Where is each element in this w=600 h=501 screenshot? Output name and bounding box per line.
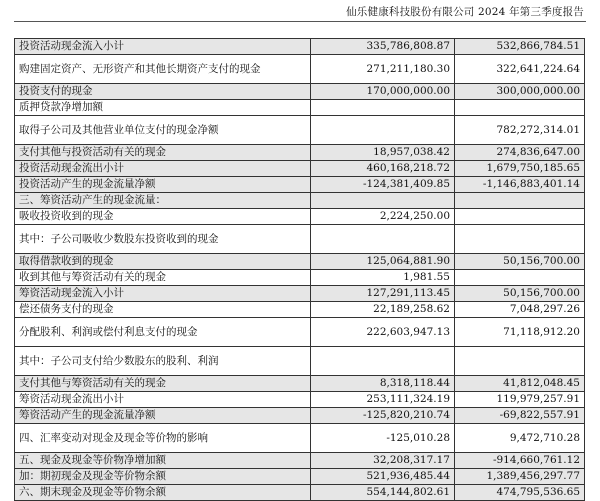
row-label: 加：期初现金及现金等价物余额: [15, 469, 311, 485]
current-period-value: [311, 225, 455, 254]
current-period-value: -125,010.28: [311, 424, 455, 453]
table-row: [15, 39, 585, 55]
current-period-value: 335,786,808.87: [311, 39, 455, 55]
current-period-value: 32,208,317.17: [311, 453, 455, 469]
table-row: [15, 392, 585, 408]
row-label: 收到其他与筹资活动有关的现金: [15, 270, 311, 286]
table-row: [15, 424, 585, 453]
row-label: 三、筹资活动产生的现金流量：: [15, 193, 311, 209]
prior-period-value: -914,660,761.12: [455, 453, 585, 469]
row-label: 四、汇率变动对现金及现金等价物的影响: [15, 424, 311, 453]
row-label: 支付其他与投资活动有关的现金: [15, 145, 311, 161]
row-label: 购建固定资产、无形资产和其他长期资产支付的现金: [15, 55, 311, 84]
prior-period-value: 474,795,536.65: [455, 485, 585, 501]
prior-period-value: [455, 209, 585, 225]
table-row: [15, 302, 585, 318]
prior-period-value: [455, 347, 585, 376]
current-period-value: [311, 100, 455, 116]
table-row: [15, 376, 585, 392]
prior-period-value: [455, 225, 585, 254]
current-period-value: 1,981.55: [311, 270, 455, 286]
table-row: [15, 270, 585, 286]
row-label: 其中：子公司吸收少数股东投资收到的现金: [15, 225, 311, 254]
current-period-value: 125,064,881.90: [311, 254, 455, 270]
prior-period-value: 50,156,700.00: [455, 286, 585, 302]
report-header: [0, 0, 600, 22]
row-label: 取得借款收到的现金: [15, 254, 311, 270]
table-row: [15, 100, 585, 116]
current-period-value: 460,168,218.72: [311, 161, 455, 177]
table-row: [15, 318, 585, 347]
current-period-value: 521,936,485.44: [311, 469, 455, 485]
table-row: [15, 254, 585, 270]
row-label: 偿还债务支付的现金: [15, 302, 311, 318]
current-period-value: [311, 347, 455, 376]
prior-period-value: -69,822,557.91: [455, 408, 585, 424]
current-period-value: 2,224,250.00: [311, 209, 455, 225]
table-row: [15, 161, 585, 177]
current-period-value: 127,291,113.45: [311, 286, 455, 302]
table-row: [15, 225, 585, 254]
row-label: 投资支付的现金: [15, 84, 311, 100]
prior-period-value: [455, 193, 585, 209]
current-period-value: -124,381,409.85: [311, 177, 455, 193]
row-label: 五、现金及现金等价物净增加额: [15, 453, 311, 469]
current-period-value: 8,318,118.44: [311, 376, 455, 392]
prior-period-value: 71,118,912.20: [455, 318, 585, 347]
table-row: [15, 116, 585, 145]
prior-period-value: [455, 100, 585, 116]
table-row: [15, 55, 585, 84]
table-row: [15, 193, 585, 209]
prior-period-value: [455, 270, 585, 286]
prior-period-value: 9,472,710.28: [455, 424, 585, 453]
current-period-value: [311, 116, 455, 145]
report-title: 仙乐健康科技股份有限公司 2024 年第三季度报告: [346, 6, 584, 18]
row-label: 质押贷款净增加额: [15, 100, 311, 116]
current-period-value: 18,957,038.42: [311, 145, 455, 161]
prior-period-value: 1,679,750,185.65: [455, 161, 585, 177]
row-label: 吸收投资收到的现金: [15, 209, 311, 225]
prior-period-value: 274,836,647.00: [455, 145, 585, 161]
table-row: [15, 177, 585, 193]
row-label: 筹资活动现金流入小计: [15, 286, 311, 302]
row-label: 分配股利、利润或偿付利息支付的现金: [15, 318, 311, 347]
row-label: 六、期末现金及现金等价物余额: [15, 485, 311, 501]
prior-period-value: 322,641,224.64: [455, 55, 585, 84]
current-period-value: 271,211,180.30: [311, 55, 455, 84]
current-period-value: 222,603,947.13: [311, 318, 455, 347]
row-label: 投资活动现金流出小计: [15, 161, 311, 177]
prior-period-value: 782,272,314.01: [455, 116, 585, 145]
cash-flow-table: [14, 38, 585, 501]
current-period-value: 554,144,802.61: [311, 485, 455, 501]
prior-period-value: 532,866,784.51: [455, 39, 585, 55]
prior-period-value: 1,389,456,297.77: [455, 469, 585, 485]
table-row: [15, 209, 585, 225]
table-row: [15, 469, 585, 485]
current-period-value: [311, 193, 455, 209]
prior-period-value: 50,156,700.00: [455, 254, 585, 270]
table-row: [15, 145, 585, 161]
table-row: [15, 408, 585, 424]
row-label: 支付其他与筹资活动有关的现金: [15, 376, 311, 392]
cash-flow-table-body: [15, 39, 585, 501]
row-label: 取得子公司及其他营业单位支付的现金净额: [15, 116, 311, 145]
table-row: [15, 84, 585, 100]
row-label: 筹资活动产生的现金流量净额: [15, 408, 311, 424]
header-divider: [14, 21, 586, 22]
row-label: 其中：子公司支付给少数股东的股利、利润: [15, 347, 311, 376]
row-label: 筹资活动现金流出小计: [15, 392, 311, 408]
prior-period-value: 7,048,297.26: [455, 302, 585, 318]
prior-period-value: 41,812,048.45: [455, 376, 585, 392]
prior-period-value: -1,146,883,401.14: [455, 177, 585, 193]
row-label: 投资活动产生的现金流量净额: [15, 177, 311, 193]
table-row: [15, 453, 585, 469]
current-period-value: 170,000,000.00: [311, 84, 455, 100]
table-row: [15, 347, 585, 376]
prior-period-value: 300,000,000.00: [455, 84, 585, 100]
table-row: [15, 485, 585, 501]
current-period-value: 22,189,258.62: [311, 302, 455, 318]
prior-period-value: 119,979,257.91: [455, 392, 585, 408]
current-period-value: 253,111,324.19: [311, 392, 455, 408]
current-period-value: -125,820,210.74: [311, 408, 455, 424]
table-row: [15, 286, 585, 302]
row-label: 投资活动现金流入小计: [15, 39, 311, 55]
